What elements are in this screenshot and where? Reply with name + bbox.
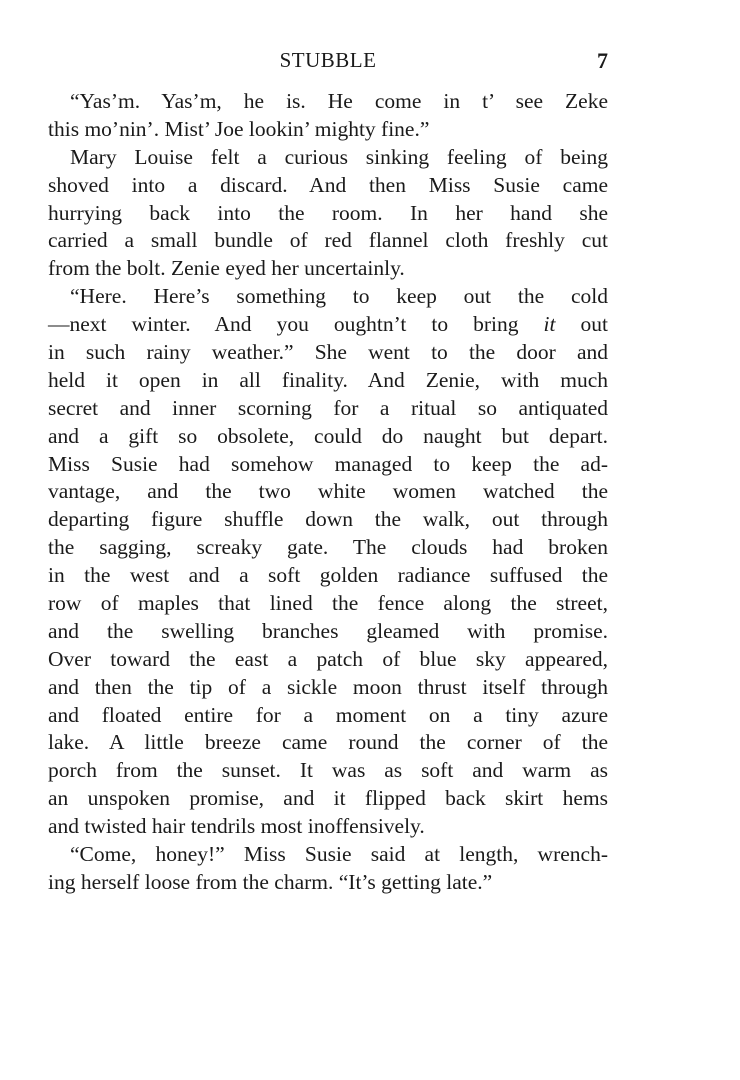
text-line: lake. A little breeze came round the corner of the: [48, 730, 608, 755]
text-line: shoved into a discard. And then Miss Susie came: [48, 172, 608, 197]
text-line: vantage, and the two white women watched the: [48, 479, 608, 504]
text-line: row of maples that lined the fence along the street,: [48, 591, 608, 616]
text-line: from the bolt. Zenie eyed her uncertainly.: [48, 256, 405, 281]
text-line: held it open in all finality. And Zenie, with much: [48, 367, 608, 392]
running-head: [48, 48, 608, 80]
text-line: and then the tip of a sickle moon thrust itself through: [48, 674, 608, 699]
text-line: hurrying back into the room. In her hand she: [48, 200, 608, 225]
text-line: Miss Susie had somehow managed to keep the ad-: [48, 451, 608, 476]
text-line: and a gift so obsolete, could do naught but depart.: [48, 423, 608, 448]
page-number: 7: [597, 48, 608, 73]
text-line: “Come, honey!” Miss Susie said at length, wrench-: [70, 842, 608, 867]
text-line: porch from the sunset. It was as soft and warm as: [48, 758, 608, 783]
text-line: Over toward the east a patch of blue sky appeared,: [48, 646, 608, 671]
italic-word: it: [543, 312, 556, 337]
text-line: and the swelling branches gleamed with promise.: [48, 618, 608, 643]
text-line-with-italic: [48, 311, 608, 339]
text-line: “Here. Here’s something to keep out the cold: [70, 284, 608, 309]
text-line: “Yas’m. Yas’m, he is. He come in t’ see Zeke: [70, 89, 608, 113]
text-line: an unspoken promise, and it flipped back skirt hems: [48, 786, 608, 811]
text-line: in such rainy weather.” She went to the door and: [48, 340, 608, 365]
text-line-start: —next winter. And you oughtn’t to bring: [48, 312, 519, 337]
text-line-end: out: [580, 312, 609, 337]
text-line: the sagging, screaky gate. The clouds had broken: [48, 535, 608, 560]
text-line: secret and inner scorning for a ritual so antiquated: [48, 395, 608, 420]
text-line: ing herself loose from the charm. “It’s getting late.”: [48, 869, 493, 894]
text-line: Mary Louise felt a curious sinking feeling of being: [70, 144, 608, 169]
text-line: and twisted hair tendrils most inoffensively.: [48, 814, 425, 839]
text-line: this mo’nin’. Mist’ Joe lookin’ mighty fine.”: [48, 116, 430, 141]
text-line: carried a small bundle of red flannel cloth freshly cut: [48, 228, 608, 253]
text-line: departing figure shuffle down the walk, out through: [48, 507, 608, 532]
text-line: and floated entire for a moment on a tiny azure: [48, 702, 608, 727]
body-text: [48, 88, 608, 897]
text-line: in the west and a soft golden radiance suffused the: [48, 563, 608, 588]
running-title: STUBBLE: [279, 48, 377, 72]
